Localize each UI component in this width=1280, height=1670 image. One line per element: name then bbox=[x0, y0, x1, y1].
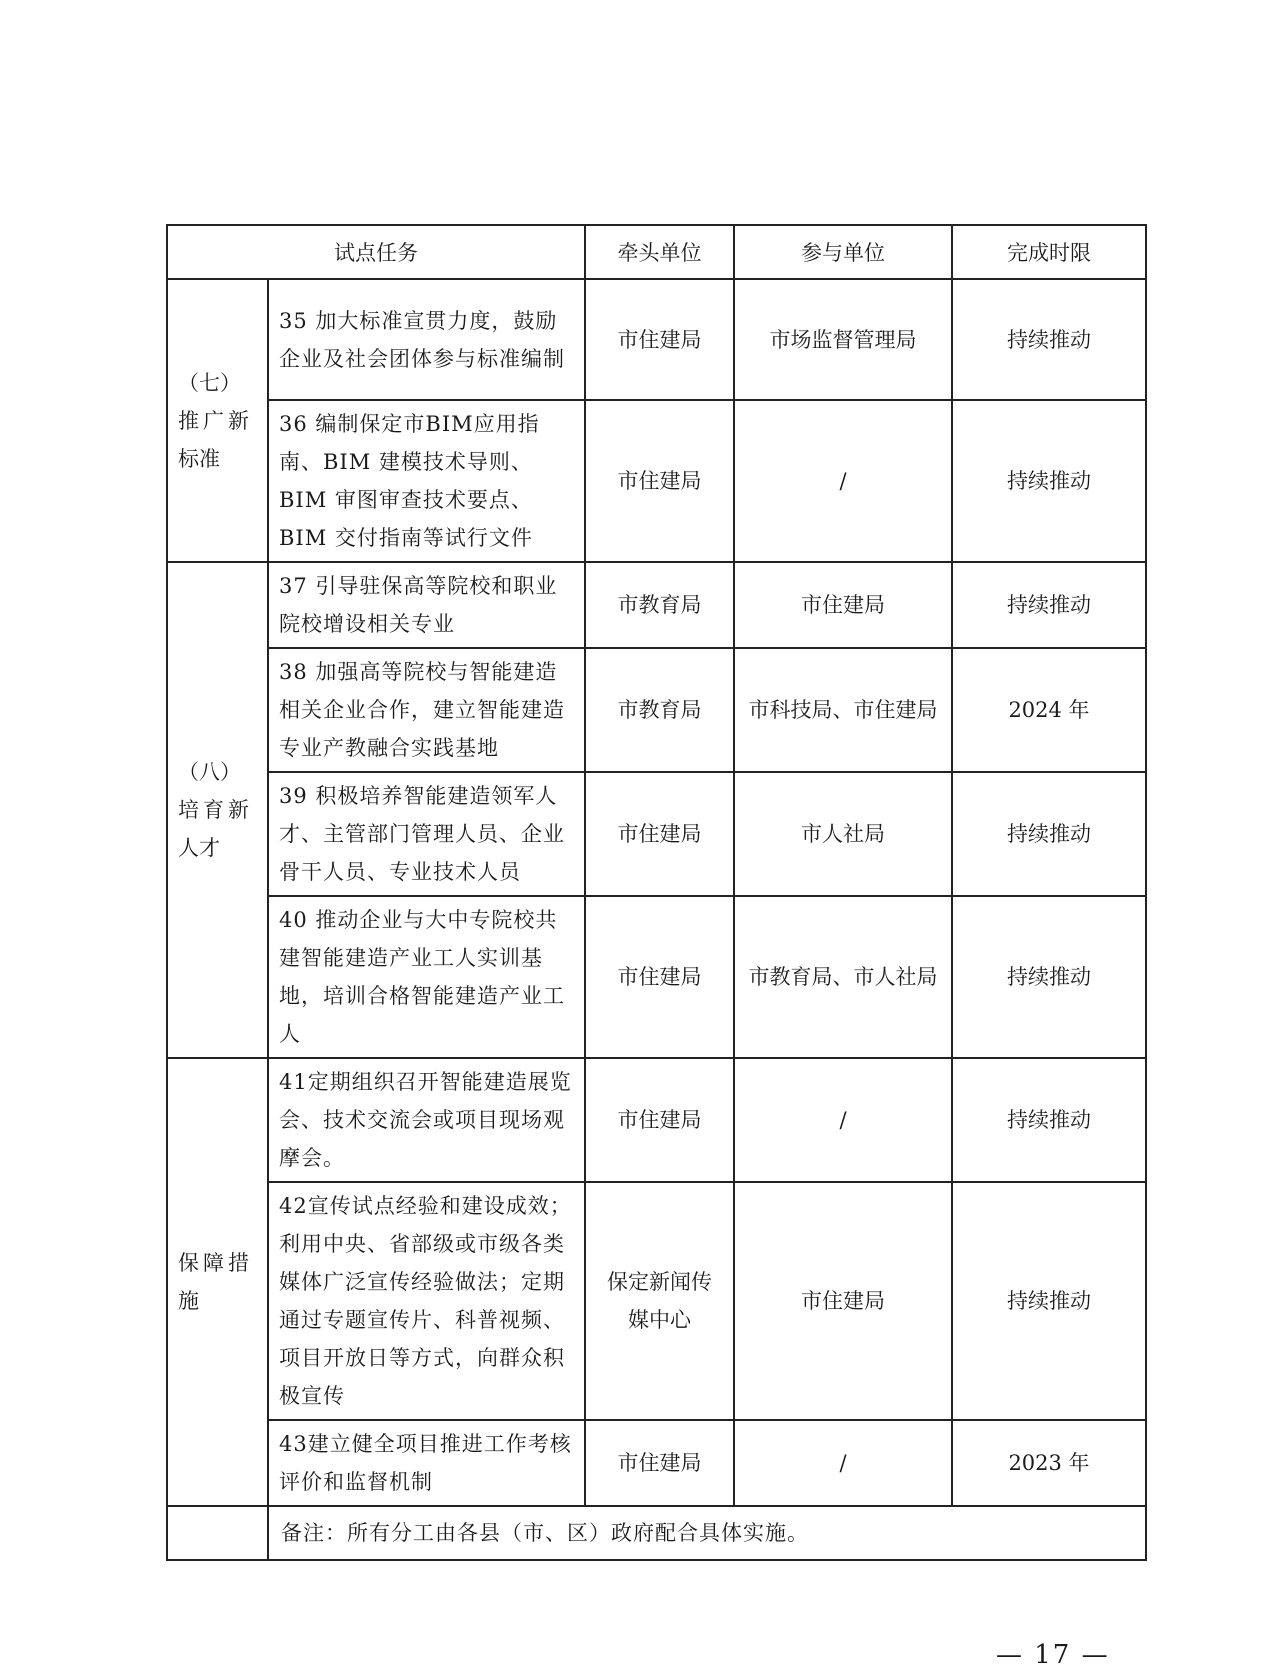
deadline-cell: 持续推动 bbox=[952, 562, 1146, 648]
deadline-cell: 2024 年 bbox=[952, 648, 1146, 772]
participating-units-cell: 市场监督管理局 bbox=[734, 279, 952, 400]
lead-unit-cell: 市住建局 bbox=[585, 896, 734, 1058]
header-deadline: 完成时限 bbox=[952, 225, 1146, 279]
header-lead-unit: 牵头单位 bbox=[585, 225, 734, 279]
deadline-cell: 2023 年 bbox=[952, 1420, 1146, 1506]
category-label-line: 标准 bbox=[178, 446, 220, 471]
note-row bbox=[167, 1506, 1146, 1560]
lead-unit-cell: 市住建局 bbox=[585, 1058, 734, 1182]
page-number: — 17 — bbox=[996, 1640, 1110, 1670]
lead-unit-cell: 市住建局 bbox=[585, 1420, 734, 1506]
table-row bbox=[167, 1420, 1146, 1506]
table-row bbox=[167, 1182, 1146, 1420]
task-cell: 37 引导驻保高等院校和职业院校增设相关专业 bbox=[268, 562, 585, 648]
table-row bbox=[167, 279, 1146, 400]
lead-unit-cell bbox=[585, 1182, 734, 1420]
task-cell: 38 加强高等院校与智能建造相关企业合作，建立智能建造专业产教融合实践基地 bbox=[268, 648, 585, 772]
lead-unit-line: 媒中心 bbox=[628, 1308, 691, 1332]
participating-units-cell: 市科技局、市住建局 bbox=[734, 648, 952, 772]
category-label-line: （七） bbox=[178, 370, 241, 395]
pilot-task-table bbox=[166, 224, 1147, 1561]
table-header-row bbox=[167, 225, 1146, 279]
participating-units-cell: 市住建局 bbox=[734, 562, 952, 648]
lead-unit-cell: 市教育局 bbox=[585, 648, 734, 772]
deadline-cell: 持续推动 bbox=[952, 772, 1146, 896]
header-task: 试点任务 bbox=[167, 225, 585, 279]
deadline-cell: 持续推动 bbox=[952, 896, 1146, 1058]
table-row bbox=[167, 1058, 1146, 1182]
table-row bbox=[167, 562, 1146, 648]
task-cell: 43建立健全项目推进工作考核评价和监督机制 bbox=[268, 1420, 585, 1506]
category-label-line: 人才 bbox=[178, 836, 220, 860]
category-label-line: （八） bbox=[178, 760, 241, 784]
table-row bbox=[167, 772, 1146, 896]
lead-unit-line: 保定新闻传 bbox=[607, 1270, 712, 1294]
table-row bbox=[167, 896, 1146, 1058]
note-cell: 备注：所有分工由各县（市、区）政府配合具体实施。 bbox=[268, 1506, 1146, 1560]
category-cell bbox=[167, 279, 268, 562]
task-cell: 40 推动企业与大中专院校共建智能建造产业工人实训基地，培训合格智能建造产业工人 bbox=[268, 896, 585, 1058]
task-cell: 36 编制保定市BIM应用指南、BIM 建模技术导则、BIM 审图审查技术要点、BIM 交付指南等试行文件 bbox=[268, 400, 585, 562]
task-cell: 41定期组织召开智能建造展览会、技术交流会或项目现场观摩会。 bbox=[268, 1058, 585, 1182]
deadline-cell: 持续推动 bbox=[952, 1058, 1146, 1182]
task-cell: 42宣传试点经验和建设成效；利用中央、省部级或市级各类媒体广泛宣传经验做法；定期通过专题宣传片、科普视频、项目开放日等方式，向群众积极宣传 bbox=[268, 1182, 585, 1420]
category-label-line: 培育新 bbox=[178, 798, 253, 822]
lead-unit-cell: 市教育局 bbox=[585, 562, 734, 648]
header-participating-units: 参与单位 bbox=[734, 225, 952, 279]
category-label-line: 保障措 bbox=[178, 1251, 253, 1275]
category-cell bbox=[167, 562, 268, 1058]
participating-units-cell: / bbox=[734, 1058, 952, 1182]
lead-unit-cell: 市住建局 bbox=[585, 772, 734, 896]
deadline-cell: 持续推动 bbox=[952, 1182, 1146, 1420]
participating-units-cell: / bbox=[734, 400, 952, 562]
category-label-line: 推广新 bbox=[178, 408, 253, 433]
participating-units-cell: / bbox=[734, 1420, 952, 1506]
deadline-cell: 持续推动 bbox=[952, 279, 1146, 400]
category-label-line: 施 bbox=[178, 1289, 199, 1313]
task-cell: 35 加大标准宣贯力度，鼓励企业及社会团体参与标准编制 bbox=[268, 279, 585, 400]
participating-units-cell: 市教育局、市人社局 bbox=[734, 896, 952, 1058]
task-cell: 39 积极培养智能建造领军人才、主管部门管理人员、企业骨干人员、专业技术人员 bbox=[268, 772, 585, 896]
participating-units-cell: 市住建局 bbox=[734, 1182, 952, 1420]
lead-unit-cell: 市住建局 bbox=[585, 400, 734, 562]
note-spacer-cell bbox=[167, 1506, 268, 1560]
table-row bbox=[167, 400, 1146, 562]
deadline-cell: 持续推动 bbox=[952, 400, 1146, 562]
category-cell bbox=[167, 1058, 268, 1506]
participating-units-cell: 市人社局 bbox=[734, 772, 952, 896]
lead-unit-cell: 市住建局 bbox=[585, 279, 734, 400]
table-row bbox=[167, 648, 1146, 772]
